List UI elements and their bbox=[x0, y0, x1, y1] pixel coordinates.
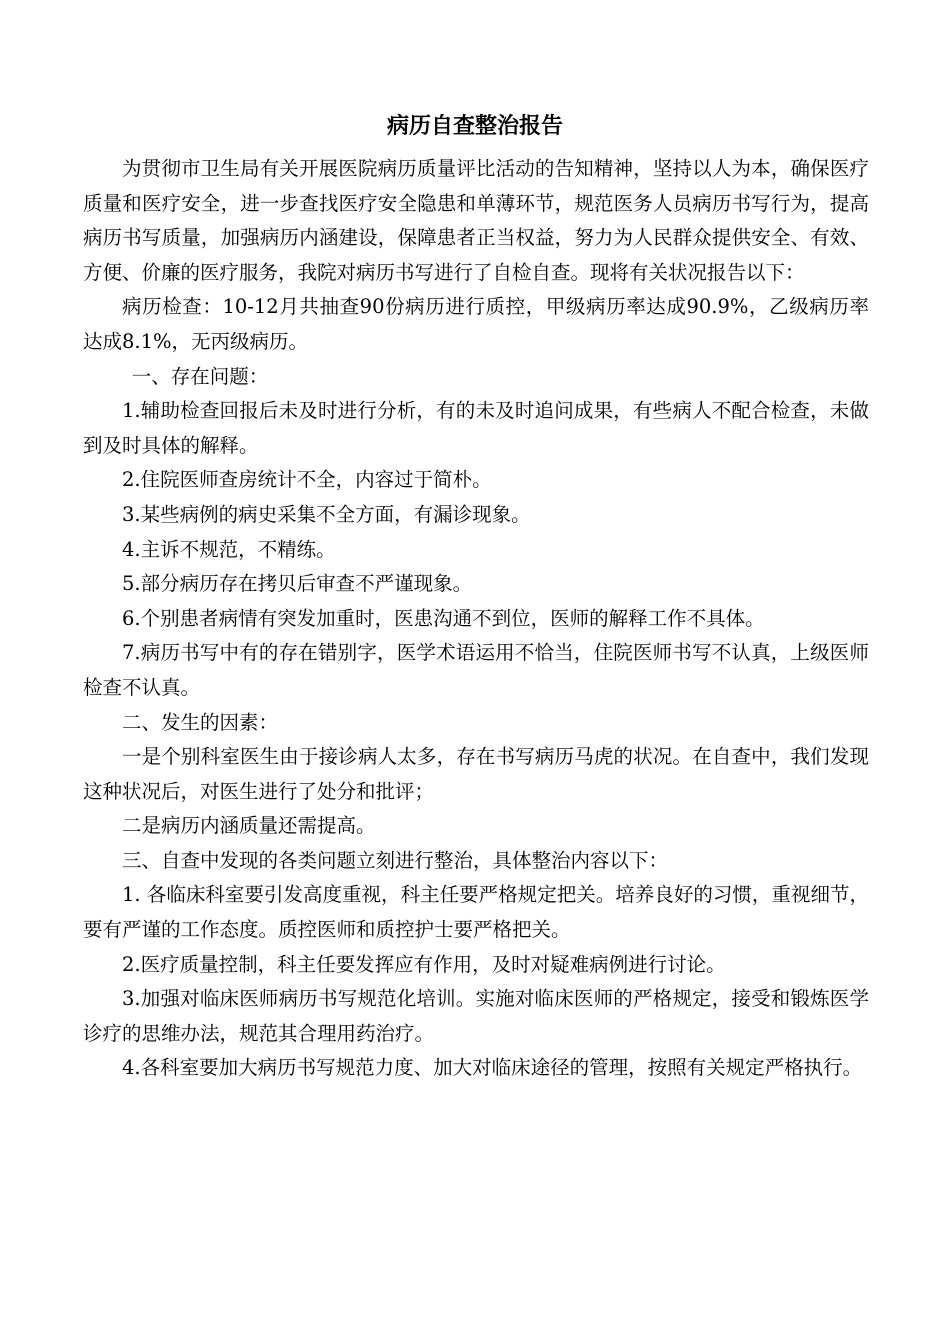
document-title: 病历自查整治报告 bbox=[386, 114, 563, 139]
problem-item-6: 6.个别患者病情有突发加重时，医患沟通不到位，医师的解释工作不具体。 bbox=[122, 606, 765, 630]
problem-item-7: 7.病历书写中有的存在错别字，医学术语运用不恰当，住院医师书写不认真，上级医师检查不认真。 bbox=[83, 641, 869, 699]
paragraph-intro: 为贯彻市卫生局有关开展医院病历质量评比活动的告知精神，坚持以人为本，确保医疗质量和医疗安全，进一步查找医疗安全隐患和单薄环节，规范医务人员病历书写行为，提高病历书写质量，加强病历内涵建设，保障患者正当权益，努力为人民群众提供安全、有效、方便、价廉的医疗服务，我院对病历书写进行了自检自查。现将有关状况报告以下： bbox=[83, 157, 869, 284]
problem-item-4: 4.主诉不规范，不精练。 bbox=[122, 537, 336, 561]
section-heading-problems: 一、存在问题： bbox=[131, 364, 269, 388]
problem-item-5: 5.部分病历存在拷贝后审查不严谨现象。 bbox=[122, 572, 473, 596]
rectification-item-3: 3.加强对临床医师病历书写规范化培训。实施对临床医师的严格规定，接受和锻炼医学诊疗的思维办法，规范其合理用药治疗。 bbox=[83, 987, 869, 1045]
cause-item-1: 一是个别科室医生由于接诊病人太多，存在书写病历马虎的状况。在自查中，我们发现这种状况后，对医生进行了处分和批评； bbox=[83, 745, 869, 803]
paragraph-inspection-summary: 病历检查：10-12月共抽查90份病历进行质控，甲级病历率达成90.9%，乙级病历率达成8.1%，无丙级病历。 bbox=[83, 295, 869, 353]
section-heading-rectification: 三、自查中发现的各类问题立刻进行整治，具体整治内容以下： bbox=[122, 848, 669, 872]
problem-item-1: 1.辅助检查回报后未及时进行分析，有的未及时追问成果，有些病人不配合检查，未做到及时具体的解释。 bbox=[83, 399, 869, 457]
section-heading-causes: 二、发生的因素： bbox=[122, 710, 279, 734]
document-body bbox=[83, 152, 869, 1086]
rectification-item-2: 2.医疗质量控制，科主任要发挥应有作用，及时对疑难病例进行讨论。 bbox=[122, 952, 726, 976]
cause-item-2: 二是病历内涵质量还需提高。 bbox=[122, 814, 376, 838]
rectification-item-4: 4.各科室要加大病历书写规范力度、加大对临床途径的管理，按照有关规定严格执行。 bbox=[122, 1056, 863, 1080]
problem-item-3: 3.某些病例的病史采集不全方面，有漏诊现象。 bbox=[122, 502, 531, 526]
rectification-item-1: 1. 各临床科室要引发高度重视，科主任要严格规定把关。培养良好的习惯，重视细节，要有严谨的工作态度。质控医师和质控护士要严格把关。 bbox=[83, 883, 869, 942]
problem-item-2: 2.住院医师查房统计不全，内容过于简朴。 bbox=[122, 468, 492, 492]
